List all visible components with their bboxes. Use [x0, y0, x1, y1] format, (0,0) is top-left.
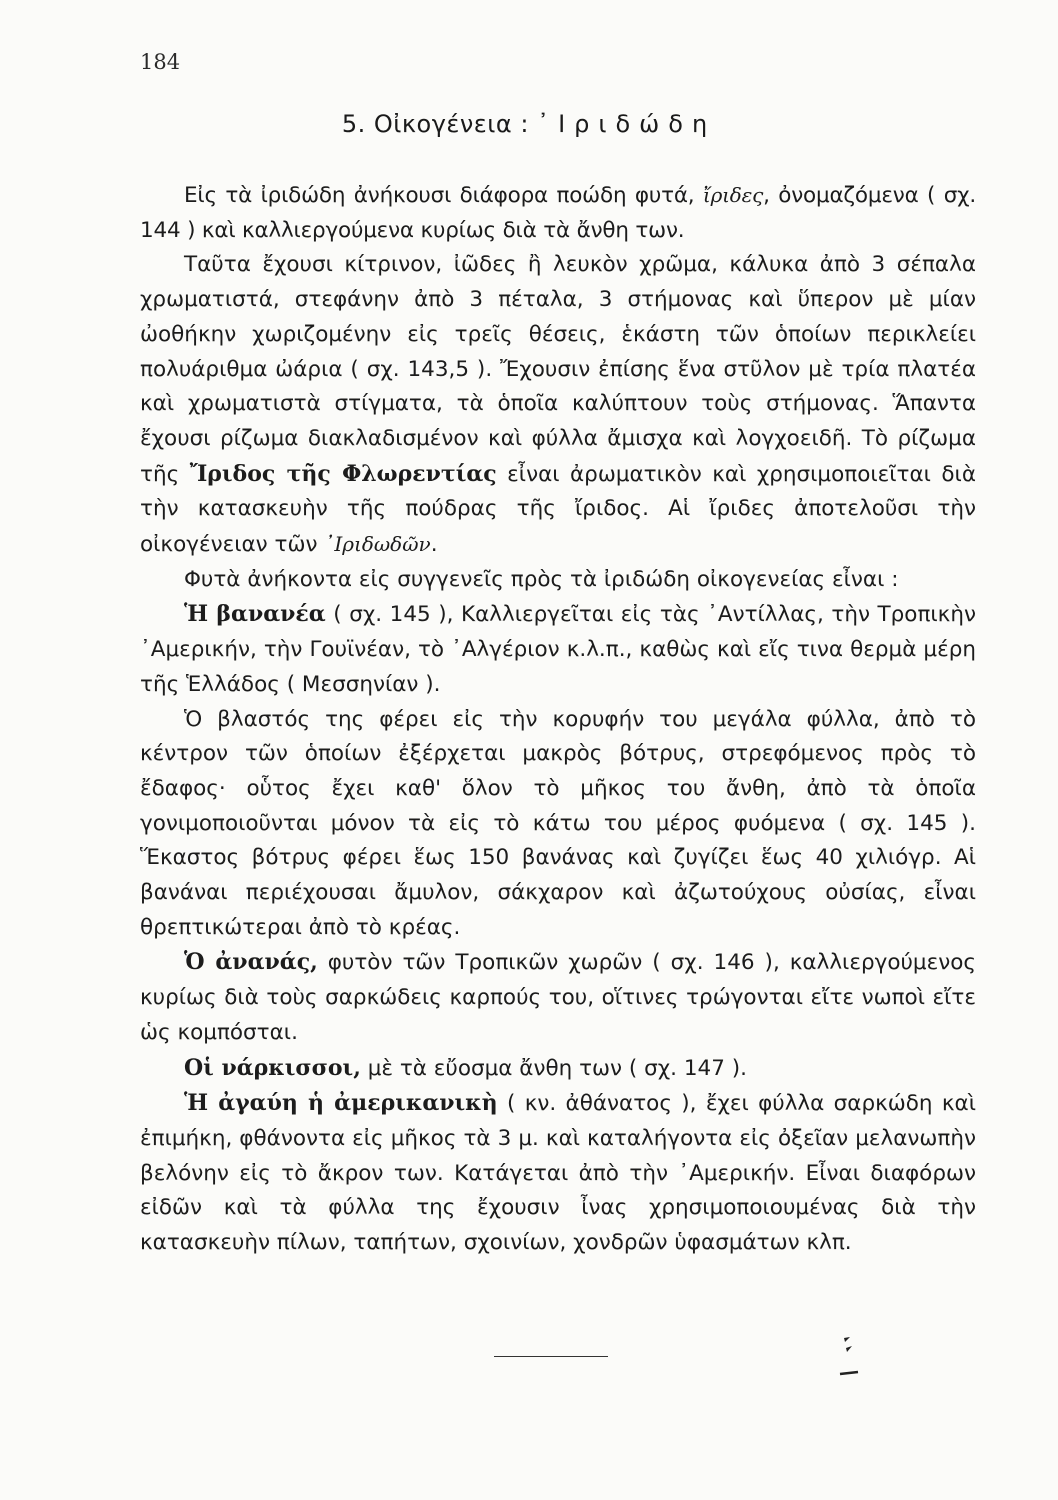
end-rule [494, 1356, 608, 1357]
text-span: . [430, 532, 438, 558]
paragraph-pineapple [140, 945, 976, 1050]
text-span: μὲ τὰ εὔοσμα ἄνθη των ( σχ. 147 ). [360, 1055, 747, 1081]
paragraph-intro [140, 178, 976, 248]
chapter-number: 5. [341, 110, 366, 138]
printer-mark-icon [838, 1334, 860, 1380]
bold-term: Ἡ ἀγαύη ἡ ἀμερικανικὴ [184, 1090, 498, 1117]
text-span: εἶναι ἀρωματικὸν καὶ χρησιμοποιεῖται διὰ τὴν κατασκευὴν τῆς πούδρας τῆς ἴριδος. Αἱ ἴριδες ἀποτελοῦσι τὴν οἰκογένειαν τῶν [140, 461, 977, 558]
text-span: Φυτὰ ἀνήκοντα εἰς συγγενεῖς πρὸς τὰ ἰριδώδη οἰκογενείας εἶναι : [184, 566, 899, 592]
text-span: Ταῦτα ἔχουσι κίτρινον, ἰῶδες ἢ λευκὸν χρῶμα, κάλυκα ἀπὸ 3 σέπαλα χρωματιστά, στεφάνην ἀπὸ 3 πέταλα, 3 στήμονας καὶ ὕπερον μὲ μίαν ὠοθήκην χωριζομένην εἰς τρεῖς θέσεις, ἑκάστη τῶν ὁποίων περικλείει πολυάριθμα ὠάρια ( σχ. 143,5 ). Ἔχουσιν ἐπίσης ἕνα στῦλον μὲ τρία πλατέα καὶ χρωματιστὰ στίγματα, τὰ ὁποῖα καλύπτουν τοὺς στήμονας. Ἅπαντα ἔχουσι ρίζωμα διακλαδισμένον καὶ φύλλα ἄμισχα καὶ λογχοειδῆ. Τὸ ρίζωμα τῆς [140, 252, 976, 487]
chapter-title [0, 110, 1058, 138]
family-name: ᾿Ιριδώδη [537, 110, 717, 138]
text-span: Ὁ βλαστός της φέρει εἰς τὴν κορυφήν του μεγάλα φύλλα, ἀπὸ τὸ κέντρον τῶν ὁποίων ἐξέρχεται μακρὸς βότρυς, στρεφόμενος πρὸς τὸ ἔδαφος· οὗτος ἔχει καθ' ὅλον τὸ μῆκος του ἄνθη, ἀπὸ τὰ ὁποῖα γονιμοποιοῦνται μόνον τὰ εἰς τὸ κάτω του μέρος φυόμενα ( σχ. 145 ). Ἕκαστος βότρυς φέρει ἕως 150 βανάνας καὶ ζυγίζει ἕως 40 χιλιόγρ. Αἱ βανάναι περιέχουσαι ἄμυλον, σάκχαρον καὶ ἀζωτούχους οὐσίας, εἶναι θρεπτικώτεραι ἀπὸ τὸ κρέας. [140, 706, 976, 940]
bold-term: Οἱ νάρκισσοι, [184, 1054, 361, 1081]
text-span: ( κν. ἀθάνατος ), ἔχει φύλλα σαρκώδη καὶ ἐπιμήκη, φθάνοντα εἰς μῆκος τὰ 3 μ. καὶ καταλήγοντα εἰς ὀξεῖαν μελανωπὴν βελόνην εἰς τὸ ἄκρον των. Κατάγεται ἀπὸ τὴν ᾿Αμερικήν. Εἶναι διαφόρων εἰδῶν καὶ τὰ φύλλα της ἔχουσιν ἶνας χρησιμοποιουμένας διὰ τὴν κατασκευὴν πίλων, ταπήτων, σχοινίων, χονδρῶν ὑφασμάτων κλπ. [140, 1091, 977, 1256]
italic-term: ᾿Ιριδωδῶν [324, 532, 431, 557]
paragraph-narcissus [140, 1051, 976, 1087]
bold-term: Ὁ ἀνανάς, [184, 949, 318, 976]
paragraph-agave [140, 1086, 976, 1261]
paragraph-related [140, 563, 976, 598]
italic-term: ἴριδες [702, 183, 764, 207]
page-number: 184 [140, 50, 181, 74]
body-text [140, 178, 976, 1261]
text-span: ( σχ. 145 ), Καλλιεργεῖται εἰς τὰς ᾿Αντίλλας, τὴν Τροπικὴν ᾿Αμερικήν, τὴν Γουϊνέαν, τὸ ᾿Αλγέριον κ.λ.π., καθὼς καὶ εἴς τινα θερμὰ μέρη τῆς Ἑλλάδος ( Μεσσηνίαν ). [140, 602, 976, 697]
paragraph-banana-stem [140, 703, 976, 946]
bold-term: Ἴριδος τῆς Φλωρεντίας [189, 460, 497, 487]
text-span: φυτὸν τῶν Τροπικῶν χωρῶν ( σχ. 146 ), καλλιεργούμενος κυρίως διὰ τοὺς σαρκώδεις καρπούς του, οἵτινες τρώγονται εἴτε νωποὶ εἴτε ὡς κομπόσται. [140, 950, 976, 1045]
text-span: Εἰς τὰ ἰριδώδη ἀνήκουσι διάφορα ποώδη φυτά, [184, 183, 703, 208]
paragraph-banana [140, 597, 976, 702]
paragraph-description [140, 248, 976, 562]
chapter-label: Οἰκογένεια : [373, 110, 529, 138]
text-span: , ὀνομαζόμενα ( σχ. 144 ) καὶ καλλιεργούμενα κυρίως διὰ τὰ ἄνθη των. [140, 183, 976, 243]
bold-term: Ἡ βανανέα [184, 601, 326, 628]
